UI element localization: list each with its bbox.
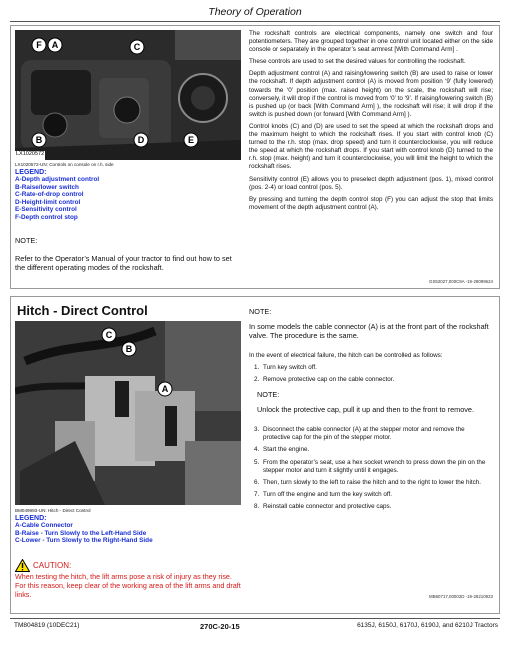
figure-corner-code: LX1020572: [16, 151, 45, 157]
note-text: In some models the cable connector (A) is at the front part of the rockshaft valve. The procedure is the same.: [249, 322, 489, 340]
svg-text:F: F: [36, 40, 42, 51]
rockshaft-controls-photo: [15, 30, 241, 160]
footer-divider: [10, 618, 500, 619]
callout-A: [158, 382, 172, 396]
callout-C: [130, 40, 144, 54]
footer-model-list: 6135J, 6150J, 6170J, 6190J, and 6210J Tractors: [357, 622, 498, 629]
svg-text:B: B: [35, 135, 43, 146]
legend-item: E-Sensitivity control: [15, 206, 77, 214]
callout-B: [32, 133, 46, 147]
legend-item: F-Depth control stop: [15, 213, 78, 221]
note-label: NOTE:: [249, 307, 272, 316]
caution-text: When testing the hitch, the lift arms pose a risk of injury as they rise. For this reason, keep clear of the working area of the lift arms and draft links.: [15, 572, 241, 599]
svg-text:E: E: [187, 135, 195, 146]
step-item: 5. From the operator’s seat, use a hex socket wrench to press down the pin on the stepper motor and turn it slightly until it engages.: [261, 459, 493, 475]
paragraph: Sensitivity control (E) allows you to preselect depth adjustment (pos. 1), mixed control (pos. 2-4) or load control (pos. 5).: [249, 175, 493, 191]
caution-label: CAUTION:: [33, 561, 72, 570]
legend-item: B-Raise - Turn Slowly to the Left-Hand Side: [15, 529, 147, 537]
reference-id: GS52027,000C9A -19-28099624: [429, 279, 493, 284]
callout-C: [102, 328, 116, 342]
legend-title: LEGEND:: [15, 169, 47, 176]
legend-block: [15, 515, 241, 545]
svg-text:C: C: [133, 42, 141, 53]
header-divider: [10, 21, 500, 22]
section-rockshaft-controls: [10, 25, 500, 289]
svg-text:A: A: [161, 384, 169, 395]
caution-header: [15, 559, 71, 572]
hitch-valve-photo: [15, 321, 241, 505]
rockshaft-description: [249, 30, 493, 216]
callout-E: [184, 133, 198, 147]
step-item: 6. Then, turn slowly to the left to raise the hitch and to the right to lower the hitch.: [261, 479, 493, 487]
steps-list: [249, 426, 493, 511]
legend-block: [15, 169, 241, 222]
step-item: 2. Remove protective cap on the cable connector.: [261, 376, 493, 384]
paragraph: Control knobs (C) and (D) are used to set the speed at which the rockshaft drops and the maximum height to which the rockshaft rises. If you start with control knob (C) turned to the r.h. stop (max. drop speed) and turn it counterclockwise, you will reduce the speed at which the rockshaft drops. If you start with control knob (D) turned to the r.h. stop (max. height) and turn it counterclockwise, you will limit the height to which the rockshaft rises.: [249, 122, 493, 171]
intro-text: In the event of electrical failure, the hitch can be controlled as follows:: [249, 352, 443, 359]
section-title: Hitch - Direct Control: [17, 303, 148, 318]
note-text: Unlock the protective cap, pull it up and then to the front to remove.: [257, 405, 475, 415]
callout-A: [48, 38, 62, 52]
legend-item: B-Raise/lower switch: [15, 183, 79, 191]
step-item: 4. Start the engine.: [261, 446, 493, 454]
step-item: 3. Disconnect the cable connector (A) at the stepper motor and remove the protective cap for the pin of the stepper motor.: [261, 426, 493, 442]
step-item: 7. Turn off the engine and turn the key switch off.: [261, 491, 493, 499]
callout-F: [32, 38, 46, 52]
step-item: 8. Reinstall cable connector and protective caps.: [261, 503, 493, 511]
warning-triangle-icon: [15, 559, 30, 572]
legend-title: LEGEND:: [15, 515, 47, 522]
footer-manual-id: TM804819 (10DEC21): [14, 622, 80, 629]
hitch-procedure: [249, 307, 493, 515]
figure-caption: BM049993-UN: Hitch - Direct Control: [15, 508, 91, 513]
legend-item: D-Height-limit control: [15, 198, 81, 206]
paragraph: These controls are used to set the desired values for controlling the rockshaft.: [249, 58, 466, 66]
paragraph: Depth adjustment control (A) and raising/lowering switch (B) are used to raise or lower the rockshaft. If depth adjustment control (A) is moved from position ‘9’ (fully lowered) towards the ‘0’ position (max. raised height) on the scale, the rockshaft will rise; conversely, it will drop if the control is moved from ‘0’ to ‘9’. If raising/lowering switch (B) is pushed up (or back [With Command Arm] ), the rockshaft will rise; it will drop if the switch is pushed down (or forward [With Command Arm] ).: [249, 70, 493, 118]
svg-text:A: A: [51, 40, 59, 51]
legend-item: A-Cable Connector: [15, 522, 73, 529]
page-header-title: Theory of Operation: [208, 6, 302, 18]
legend-item: C-Lower - Turn Slowly to the Right-Hand Side: [15, 537, 153, 545]
figure-callouts: [15, 30, 241, 160]
section-hitch-direct-control: [10, 296, 500, 614]
figure-caption: LX1020572-UN: Controls on console on r.h. side: [15, 162, 114, 167]
reference-id: MB60717,00002D -19-28210923: [429, 594, 493, 599]
note-text: Refer to the Operator’s Manual of your tractor to find out how to set the different operating modes of the rockshaft.: [15, 254, 232, 272]
note-label: NOTE:: [257, 390, 280, 400]
step-item: 1. Turn key switch off.: [261, 364, 493, 372]
legend-item: A-Depth adjustment control: [15, 176, 100, 183]
footer-page-number: 270C-20-15: [200, 622, 240, 631]
hitch-figure-callouts: [15, 321, 241, 505]
callout-B: [122, 342, 136, 356]
paragraph: The rockshaft controls are electrical components, namely one switch and four potentiometers. They are grouped together in one control unit located either on the side console or separately in the operator’s seat armrest [With Command Arm] .: [249, 30, 493, 54]
svg-text:B: B: [125, 344, 133, 355]
legend-item: C-Rate-of-drop control: [15, 191, 84, 199]
svg-text:D: D: [137, 135, 145, 146]
note-label: NOTE:: [15, 236, 38, 245]
svg-text:C: C: [105, 330, 113, 341]
steps-list: [249, 364, 493, 384]
paragraph: By pressing and turning the depth control stop (F) you can adjust the stop that limits movement of the depth adjustment control (A).: [249, 195, 493, 211]
callout-D: [134, 133, 148, 147]
